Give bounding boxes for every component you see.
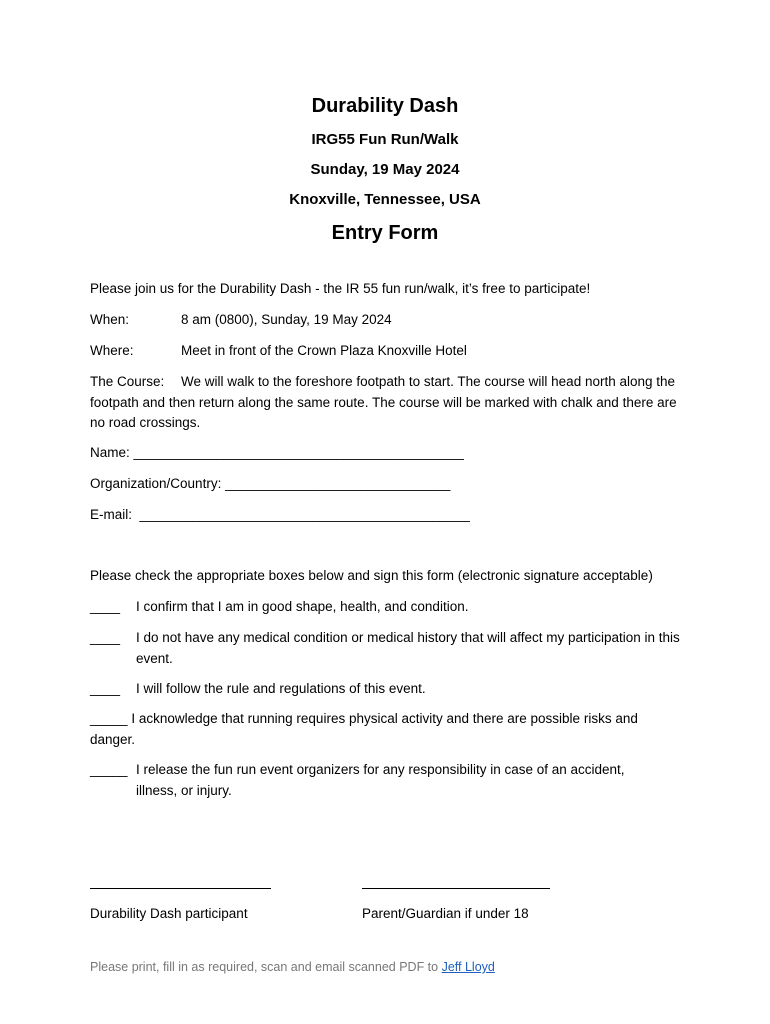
checklist-item-text: I do not have any medical condition or medical history that will affect my participation in this event.: [136, 630, 680, 666]
checklist-item-4[interactable]: [90, 709, 665, 750]
when-row: [90, 310, 392, 331]
check-blank[interactable]: _____: [90, 711, 128, 726]
when-value: 8 am (0800), Sunday, 19 May 2024: [181, 312, 392, 327]
event-date: Sunday, 19 May 2024: [310, 161, 460, 178]
email-field[interactable]: [90, 505, 470, 526]
form-title: Entry Form: [331, 222, 439, 244]
contact-email-link[interactable]: Jeff Lloyd: [441, 960, 495, 974]
organization-field[interactable]: [90, 474, 450, 495]
checklist-item-text: I confirm that I am in good shape, health, and condition.: [136, 599, 469, 614]
name-field[interactable]: [90, 443, 464, 464]
event-title: Durability Dash: [311, 95, 459, 117]
course-row: [90, 372, 685, 434]
participant-signature-label: Durability Dash participant: [90, 906, 248, 921]
intro-text: Please join us for the Durability Dash - the IR 55 fun run/walk, it’s free to participate!: [90, 281, 591, 296]
where-label: Where:: [90, 343, 134, 358]
email-blank-line[interactable]: ____________________________________________: [139, 507, 470, 522]
checklist-instruction: Please check the appropriate boxes below and sign this form (electronic signature acceptable): [90, 568, 653, 583]
course-value: We will walk to the foreshore footpath to start. The course will head north along the footpath and then return along the same route. The course will be marked with chalk and there are no road crossings.: [90, 374, 677, 430]
check-blank[interactable]: ____: [90, 681, 121, 696]
check-blank[interactable]: _____: [90, 762, 128, 777]
check-blank[interactable]: ____: [90, 630, 121, 645]
organization-blank-line[interactable]: ______________________________: [225, 476, 451, 491]
checklist-item-text: I will follow the rule and regulations of this event.: [136, 681, 426, 696]
where-value: Meet in front of the Crown Plaza Knoxville Hotel: [181, 343, 467, 358]
name-blank-line[interactable]: ____________________________________________: [133, 445, 464, 460]
when-label: When:: [90, 312, 130, 327]
guardian-signature-line[interactable]: [362, 888, 550, 889]
organization-label: Organization/Country:: [90, 476, 222, 491]
check-blank[interactable]: ____: [90, 599, 121, 614]
checklist-item-text: I release the fun run event organizers for any responsibility in case of an accident, illness, or injury.: [136, 762, 625, 798]
email-label: E-mail:: [90, 507, 133, 522]
footer-instructions: [90, 960, 495, 974]
where-row: [90, 341, 467, 362]
checklist-item-text: I acknowledge that running requires physical activity and there are possible risks and danger.: [90, 711, 638, 747]
participant-signature-line[interactable]: [90, 888, 271, 889]
event-subtitle: IRG55 Fun Run/Walk: [311, 131, 459, 148]
footer-text: Please print, fill in as required, scan and email scanned PDF to: [90, 960, 442, 974]
event-location: Knoxville, Tennessee, USA: [289, 191, 481, 208]
course-label: The Course:: [90, 374, 165, 389]
name-label: Name:: [90, 445, 130, 460]
guardian-signature-label: Parent/Guardian if under 18: [362, 906, 529, 921]
